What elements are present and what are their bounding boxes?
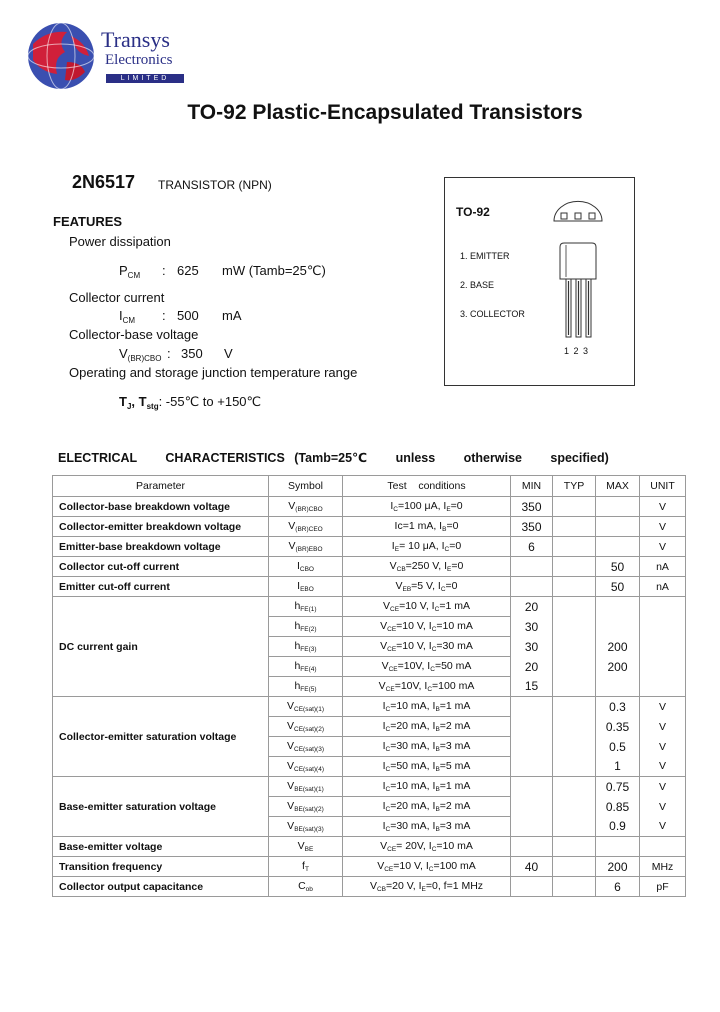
min-cell: 6 bbox=[511, 537, 553, 557]
max-cell bbox=[596, 517, 640, 537]
typ-cell bbox=[553, 677, 596, 697]
table-row bbox=[53, 837, 686, 857]
max-cell bbox=[596, 837, 640, 857]
typ-cell bbox=[553, 617, 596, 637]
electrical-characteristics-table bbox=[52, 475, 686, 897]
table-row bbox=[53, 877, 686, 897]
test-condition-cell: $V_{CE}=10$ V, $I_C=100$ mA bbox=[343, 857, 511, 877]
symbol-cell: $V_{BE(sat)(3)}$ bbox=[269, 817, 343, 837]
column-header-min: MIN bbox=[511, 476, 553, 497]
min-cell bbox=[511, 737, 553, 757]
table-row bbox=[53, 557, 686, 577]
symbol-cell: $V_{(BR)CBO}$ bbox=[269, 497, 343, 517]
to92-package-drawing-icon bbox=[548, 195, 608, 355]
unit-cell: V bbox=[640, 697, 686, 717]
unit-cell bbox=[640, 837, 686, 857]
test-condition-cell: $V_{CE}=10$ V, $I_C=1$ mA bbox=[343, 597, 511, 617]
min-cell: 20 bbox=[511, 597, 553, 617]
table-row bbox=[53, 537, 686, 557]
unit-cell bbox=[640, 617, 686, 637]
min-cell bbox=[511, 797, 553, 817]
pin-numbers: 1 2 3 bbox=[564, 346, 590, 356]
company-subtitle: Electronics bbox=[105, 52, 173, 68]
typ-cell bbox=[553, 557, 596, 577]
typ-cell bbox=[553, 657, 596, 677]
min-cell bbox=[511, 557, 553, 577]
max-cell: 6 bbox=[596, 877, 640, 897]
max-cell: 50 bbox=[596, 557, 640, 577]
symbol-cell: $I_{CBO}$ bbox=[269, 557, 343, 577]
unit-cell: nA bbox=[640, 557, 686, 577]
table-row bbox=[53, 777, 686, 797]
max-cell: 0.9 bbox=[596, 817, 640, 837]
table-row bbox=[53, 597, 686, 617]
typ-cell bbox=[553, 877, 596, 897]
table-header-row bbox=[53, 476, 686, 497]
min-cell bbox=[511, 817, 553, 837]
typ-cell bbox=[553, 837, 596, 857]
max-cell: 0.35 bbox=[596, 717, 640, 737]
unit-cell bbox=[640, 597, 686, 617]
company-tagline: LIMITED bbox=[106, 74, 184, 83]
max-cell: 200 bbox=[596, 657, 640, 677]
test-condition-cell: $V_{CB}=20$ V, $I_E=0$, f=1 MHz bbox=[343, 877, 511, 897]
unit-cell: V bbox=[640, 737, 686, 757]
test-condition-cell: Ic=1 mA, $I_B=0$ bbox=[343, 517, 511, 537]
parameter-cell: Emitter-base breakdown voltage bbox=[53, 537, 269, 557]
min-cell: 30 bbox=[511, 637, 553, 657]
min-cell bbox=[511, 777, 553, 797]
column-header-parameter: Parameter bbox=[53, 476, 269, 497]
parameter-cell: DC current gain bbox=[53, 597, 269, 697]
test-condition-cell: $I_C=50$ mA, $I_B=5$ mA bbox=[343, 757, 511, 777]
symbol-cell: $V_{(BR)CEO}$ bbox=[269, 517, 343, 537]
feature-temperature-value: $T_J$, $T_{stg}$: -55℃ to +150℃ bbox=[119, 394, 262, 411]
parameter-cell: Collector output capacitance bbox=[53, 877, 269, 897]
electrical-characteristics-heading: ELECTRICAL CHARACTERISTICS (Tamb=25℃ unless otherwise specified) bbox=[58, 451, 609, 465]
feature-current-colon: : bbox=[162, 308, 166, 323]
test-condition-cell: $V_{CE}=10$ V, $I_C=10$ mA bbox=[343, 617, 511, 637]
max-cell: 50 bbox=[596, 577, 640, 597]
test-condition-cell: $V_{CE}= 20V$, $I_C=10$ mA bbox=[343, 837, 511, 857]
min-cell: 30 bbox=[511, 617, 553, 637]
test-condition-cell: $I_C=20$ mA, $I_B=2$ mA bbox=[343, 797, 511, 817]
feature-power-colon: : bbox=[162, 263, 166, 278]
min-cell bbox=[511, 837, 553, 857]
parameter-cell: Base-emitter saturation voltage bbox=[53, 777, 269, 837]
max-cell bbox=[596, 497, 640, 517]
part-description: TRANSISTOR (NPN) bbox=[158, 178, 272, 192]
typ-cell bbox=[553, 777, 596, 797]
company-name: Transys bbox=[101, 27, 170, 52]
symbol-cell: $h_{FE(2)}$ bbox=[269, 617, 343, 637]
symbol-cell: $V_{(BR)EBO}$ bbox=[269, 537, 343, 557]
min-cell: 40 bbox=[511, 857, 553, 877]
table-row bbox=[53, 697, 686, 717]
feature-voltage-symbol: $V_{(BR)CBO}$ bbox=[119, 346, 162, 363]
min-cell bbox=[511, 577, 553, 597]
column-header-max: MAX bbox=[596, 476, 640, 497]
symbol-cell: $V_{CE(sat)(3)}$ bbox=[269, 737, 343, 757]
table-row bbox=[53, 517, 686, 537]
unit-cell: nA bbox=[640, 577, 686, 597]
typ-cell bbox=[553, 797, 596, 817]
parameter-cell: Emitter cut-off current bbox=[53, 577, 269, 597]
min-cell: 350 bbox=[511, 517, 553, 537]
feature-current-symbol: $I_{CM}$ bbox=[119, 308, 136, 325]
symbol-cell: $h_{FE(4)}$ bbox=[269, 657, 343, 677]
test-condition-cell: $V_{CB}=250$ V, $I_E=0$ bbox=[343, 557, 511, 577]
max-cell: 0.5 bbox=[596, 737, 640, 757]
feature-voltage-colon: : bbox=[167, 346, 171, 361]
min-cell bbox=[511, 877, 553, 897]
test-condition-cell: $I_C=20$ mA, $I_B=2$ mA bbox=[343, 717, 511, 737]
parameter-cell: Collector cut-off current bbox=[53, 557, 269, 577]
column-header-test-conditions: Test conditions bbox=[343, 476, 511, 497]
feature-current-label: Collector current bbox=[69, 290, 165, 305]
max-cell: 1 bbox=[596, 757, 640, 777]
min-cell: 20 bbox=[511, 657, 553, 677]
feature-power-value: 625 bbox=[177, 263, 199, 278]
table-row bbox=[53, 857, 686, 877]
column-header-typ: TYP bbox=[553, 476, 596, 497]
symbol-cell: $I_{EBO}$ bbox=[269, 577, 343, 597]
symbol-cell: $C_{ob}$ bbox=[269, 877, 343, 897]
pin-label-collector: 3. COLLECTOR bbox=[460, 309, 525, 319]
unit-cell: V bbox=[640, 797, 686, 817]
unit-cell bbox=[640, 657, 686, 677]
parameter-cell: Collector-emitter saturation voltage bbox=[53, 697, 269, 777]
max-cell: 0.75 bbox=[596, 777, 640, 797]
typ-cell bbox=[553, 517, 596, 537]
company-logo-globe-icon bbox=[27, 22, 95, 90]
unit-cell: V bbox=[640, 497, 686, 517]
table-row bbox=[53, 497, 686, 517]
min-cell bbox=[511, 697, 553, 717]
typ-cell bbox=[553, 857, 596, 877]
min-cell: 350 bbox=[511, 497, 553, 517]
pin-label-emitter: 1. EMITTER bbox=[460, 251, 510, 261]
feature-voltage-label: Collector-base voltage bbox=[69, 327, 199, 342]
typ-cell bbox=[553, 817, 596, 837]
test-condition-cell: $I_C=10$ mA, $I_B=1$ mA bbox=[343, 697, 511, 717]
unit-cell: V bbox=[640, 537, 686, 557]
parameter-cell: Collector-base breakdown voltage bbox=[53, 497, 269, 517]
table-row bbox=[53, 577, 686, 597]
part-number: 2N6517 bbox=[72, 172, 136, 192]
min-cell: 15 bbox=[511, 677, 553, 697]
parameter-cell: Transition frequency bbox=[53, 857, 269, 877]
symbol-cell: $h_{FE(5)}$ bbox=[269, 677, 343, 697]
test-condition-cell: $I_C=30$ mA, $I_B=3$ mA bbox=[343, 737, 511, 757]
max-cell: 200 bbox=[596, 637, 640, 657]
typ-cell bbox=[553, 697, 596, 717]
typ-cell bbox=[553, 757, 596, 777]
symbol-cell: $f_T$ bbox=[269, 857, 343, 877]
typ-cell bbox=[553, 577, 596, 597]
feature-current-unit: mA bbox=[222, 308, 242, 323]
test-condition-cell: $V_{CE}=10V$, $I_C=50$ mA bbox=[343, 657, 511, 677]
feature-power-label: Power dissipation bbox=[69, 234, 171, 249]
symbol-cell: $V_{BE(sat)(2)}$ bbox=[269, 797, 343, 817]
document-title: TO-92 Plastic-Encapsulated Transistors bbox=[187, 101, 583, 124]
unit-cell: MHz bbox=[640, 857, 686, 877]
pin-label-base: 2. BASE bbox=[460, 280, 495, 290]
unit-cell: V bbox=[640, 817, 686, 837]
test-condition-cell: $I_C=30$ mA, $I_B=3$ mA bbox=[343, 817, 511, 837]
unit-cell bbox=[640, 637, 686, 657]
test-condition-cell: $V_{CE}=10V$, $I_C=100$ mA bbox=[343, 677, 511, 697]
typ-cell bbox=[553, 637, 596, 657]
column-header-unit: UNIT bbox=[640, 476, 686, 497]
max-cell: 0.3 bbox=[596, 697, 640, 717]
unit-cell: V bbox=[640, 717, 686, 737]
max-cell bbox=[596, 597, 640, 617]
feature-voltage-value: 350 bbox=[181, 346, 203, 361]
max-cell bbox=[596, 617, 640, 637]
min-cell bbox=[511, 757, 553, 777]
test-condition-cell: $I_C=100$ μA, $I_E=0$ bbox=[343, 497, 511, 517]
features-heading: FEATURES bbox=[53, 214, 123, 229]
column-header-symbol: Symbol bbox=[269, 476, 343, 497]
unit-cell: V bbox=[640, 757, 686, 777]
symbol-cell: $V_{BE}$ bbox=[269, 837, 343, 857]
unit-cell: V bbox=[640, 517, 686, 537]
symbol-cell: $h_{FE(3)}$ bbox=[269, 637, 343, 657]
test-condition-cell: $V_{CE}=10$ V, $I_C=30$ mA bbox=[343, 637, 511, 657]
typ-cell bbox=[553, 497, 596, 517]
max-cell: 200 bbox=[596, 857, 640, 877]
unit-cell: pF bbox=[640, 877, 686, 897]
feature-power-unit: mW (Tamb=25℃) bbox=[222, 263, 326, 278]
symbol-cell: $V_{CE(sat)(4)}$ bbox=[269, 757, 343, 777]
max-cell: 0.85 bbox=[596, 797, 640, 817]
test-condition-cell: $V_{EB}=5$ V, $I_C=0$ bbox=[343, 577, 511, 597]
symbol-cell: $V_{CE(sat)(2)}$ bbox=[269, 717, 343, 737]
max-cell bbox=[596, 677, 640, 697]
test-condition-cell: $I_E= 10$ μA, $I_C=0$ bbox=[343, 537, 511, 557]
unit-cell: V bbox=[640, 777, 686, 797]
test-condition-cell: $I_C=10$ mA, $I_B=1$ mA bbox=[343, 777, 511, 797]
unit-cell bbox=[640, 677, 686, 697]
parameter-cell: Base-emitter voltage bbox=[53, 837, 269, 857]
feature-current-value: 500 bbox=[177, 308, 199, 323]
typ-cell bbox=[553, 737, 596, 757]
symbol-cell: $V_{CE(sat)(1)}$ bbox=[269, 697, 343, 717]
feature-power-symbol: $P_{CM}$ bbox=[119, 263, 141, 280]
max-cell bbox=[596, 537, 640, 557]
typ-cell bbox=[553, 717, 596, 737]
feature-temperature-label: Operating and storage junction temperature range bbox=[69, 365, 358, 380]
typ-cell bbox=[553, 597, 596, 617]
min-cell bbox=[511, 717, 553, 737]
feature-voltage-unit: V bbox=[224, 346, 233, 361]
symbol-cell: $V_{BE(sat)(1)}$ bbox=[269, 777, 343, 797]
parameter-cell: Collector-emitter breakdown voltage bbox=[53, 517, 269, 537]
symbol-cell: $h_{FE(1)}$ bbox=[269, 597, 343, 617]
package-title: TO-92 bbox=[456, 205, 490, 219]
typ-cell bbox=[553, 537, 596, 557]
